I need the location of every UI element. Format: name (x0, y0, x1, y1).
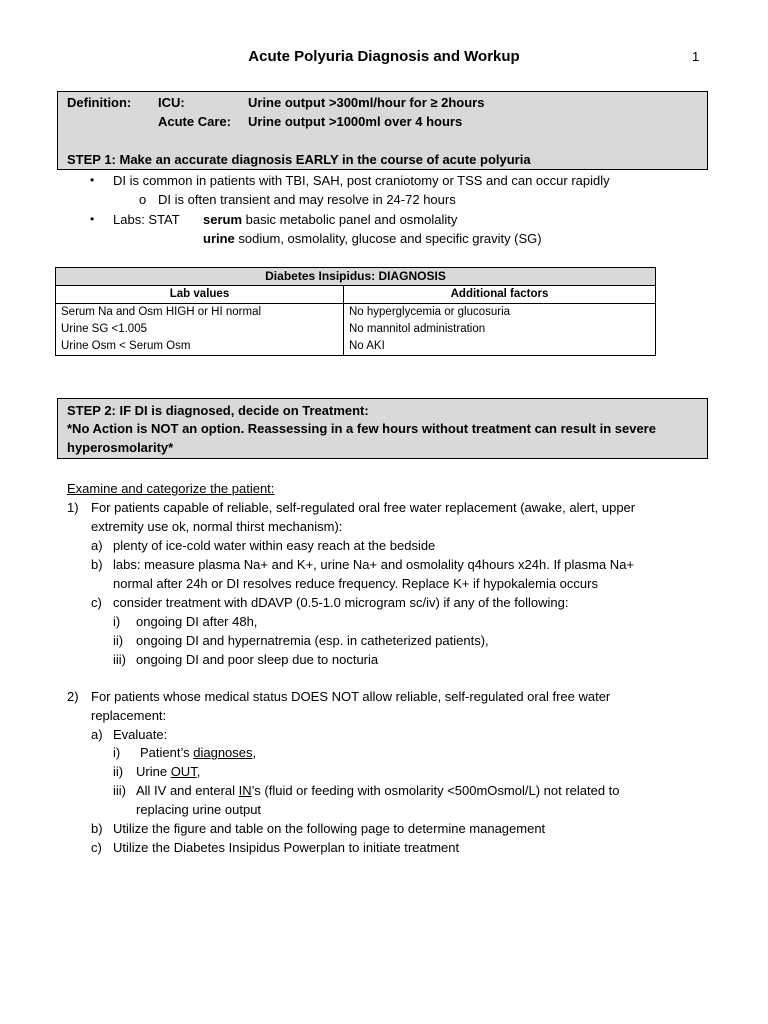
item-number: 1) (67, 500, 79, 515)
table-row (56, 304, 656, 322)
item2c: Utilize the Diabetes Insipidus Powerplan to initiate treatment (113, 840, 460, 855)
item-number: ii) (113, 633, 124, 648)
col-additional-factors: Additional factors (344, 286, 656, 304)
item-number: ii) (113, 764, 124, 779)
item2a-ii-underlined: OUT (170, 764, 197, 779)
diagnosis-table (55, 267, 656, 356)
item-number: c) (91, 595, 102, 610)
urine-bold: urine (203, 231, 235, 246)
labs-urine (203, 231, 542, 246)
item2a-iii-pre: All IV and enteral (136, 783, 239, 798)
table-row (56, 321, 656, 338)
acute-care-text: Urine output >1000ml over 4 hours (248, 114, 463, 129)
icu-text: Urine output >300ml/hour for ≥ 2hours (248, 95, 485, 110)
step2-warning-line2: hyperosmolarity* (67, 440, 174, 455)
table-cell: No AKI (344, 338, 656, 356)
page-number: 1 (692, 49, 700, 64)
item2a-iii (136, 783, 620, 798)
page-title: Acute Polyuria Diagnosis and Workup (248, 48, 520, 65)
step2-warning-line1: *No Action is NOT an option. Reassessing in a few hours without treatment can result in severe (67, 421, 656, 436)
item2a-iii-underlined: IN (238, 783, 252, 798)
item-number: c) (91, 840, 102, 855)
examine-heading: Examine and categorize the patient: (67, 481, 275, 496)
item1c-iii: ongoing DI and poor sleep due to nocturia (136, 652, 379, 667)
item-number: i) (113, 745, 121, 760)
item-number: a) (91, 538, 103, 553)
item2b: Utilize the figure and table on the following page to determine management (113, 821, 546, 836)
table-row (56, 338, 656, 356)
item-number: 2) (67, 689, 79, 704)
serum-bold: serum (203, 212, 243, 227)
bullet-icon: • (90, 173, 95, 187)
item-number: iii) (113, 652, 126, 667)
bullet-di-transient: DI is often transient and may resolve in 24-72 hours (158, 192, 456, 207)
bullet-di-common: DI is common in patients with TBI, SAH, post craniotomy or TSS and can occur rapidly (113, 173, 610, 188)
item-number: iii) (113, 783, 126, 798)
step1-heading: STEP 1: Make an accurate diagnosis EARLY in the course of acute polyuria (67, 152, 531, 167)
labs-prefix: Labs: STAT (113, 212, 180, 227)
serum-text: basic metabolic panel and osmolality (242, 212, 458, 227)
item2a-i-post: , (252, 745, 257, 760)
item-number: i) (113, 614, 121, 629)
item2a-ii-post: , (196, 764, 201, 779)
item1-line1: For patients capable of reliable, self-regulated oral free water replacement (awake, alert, upper (91, 500, 636, 515)
item1b-line2: normal after 24h or DI resolves reduce frequency. Replace K+ if hypokalemia occurs (113, 576, 598, 591)
acute-care-label: Acute Care: (158, 114, 231, 129)
item2a: Evaluate: (113, 727, 168, 742)
table-cell: Urine Osm < Serum Osm (56, 338, 344, 356)
item-number: b) (91, 557, 103, 572)
item2a-ii-pre: Urine (136, 764, 171, 779)
item2a-ii (136, 764, 200, 779)
item2a-i-underlined: diagnoses (193, 745, 253, 760)
item1c-ii: ongoing DI and hypernatremia (esp. in catheterized patients), (136, 633, 489, 648)
item2-line1: For patients whose medical status DOES NOT allow reliable, self-regulated oral free water (91, 689, 611, 704)
definition-label: Definition: (67, 95, 132, 110)
icu-label: ICU: (158, 95, 185, 110)
item2a-iii-post: ’s (fluid or feeding with osmolarity <500mOsmol/L) not related to (251, 783, 620, 798)
item1c-i: ongoing DI after 48h, (136, 614, 258, 629)
item-number: a) (91, 727, 103, 742)
table-cell: No mannitol administration (344, 321, 656, 338)
item2a-i (140, 745, 256, 760)
sub-bullet-icon: o (139, 192, 147, 207)
item2-line2: replacement: (91, 708, 167, 723)
item-number: b) (91, 821, 103, 836)
table-cell: Serum Na and Osm HIGH or HI normal (56, 304, 344, 322)
table-cell: Urine SG <1.005 (56, 321, 344, 338)
item1-line2: extremity use ok, normal thirst mechanism): (91, 519, 343, 534)
col-lab-values: Lab values (56, 286, 344, 304)
urine-text: sodium, osmolality, glucose and specific gravity (SG) (234, 231, 542, 246)
diagnosis-table-title: Diabetes Insipidus: DIAGNOSIS (56, 268, 656, 286)
item1c: consider treatment with dDAVP (0.5-1.0 microgram sc/iv) if any of the following: (113, 595, 569, 610)
item2a-iii-line2: replacing urine output (136, 802, 262, 817)
item1b-line1: labs: measure plasma Na+ and K+, urine Na+ and osmolality q4hours x24h. If plasma Na+ (113, 557, 635, 572)
item2a-i-pre: Patient’s (140, 745, 194, 760)
bullet-icon: • (90, 212, 95, 226)
step2-heading: STEP 2: IF DI is diagnosed, decide on Treatment: (67, 403, 369, 418)
table-cell: No hyperglycemia or glucosuria (344, 304, 656, 322)
item1a: plenty of ice-cold water within easy reach at the bedside (113, 538, 436, 553)
labs-serum (203, 212, 457, 227)
